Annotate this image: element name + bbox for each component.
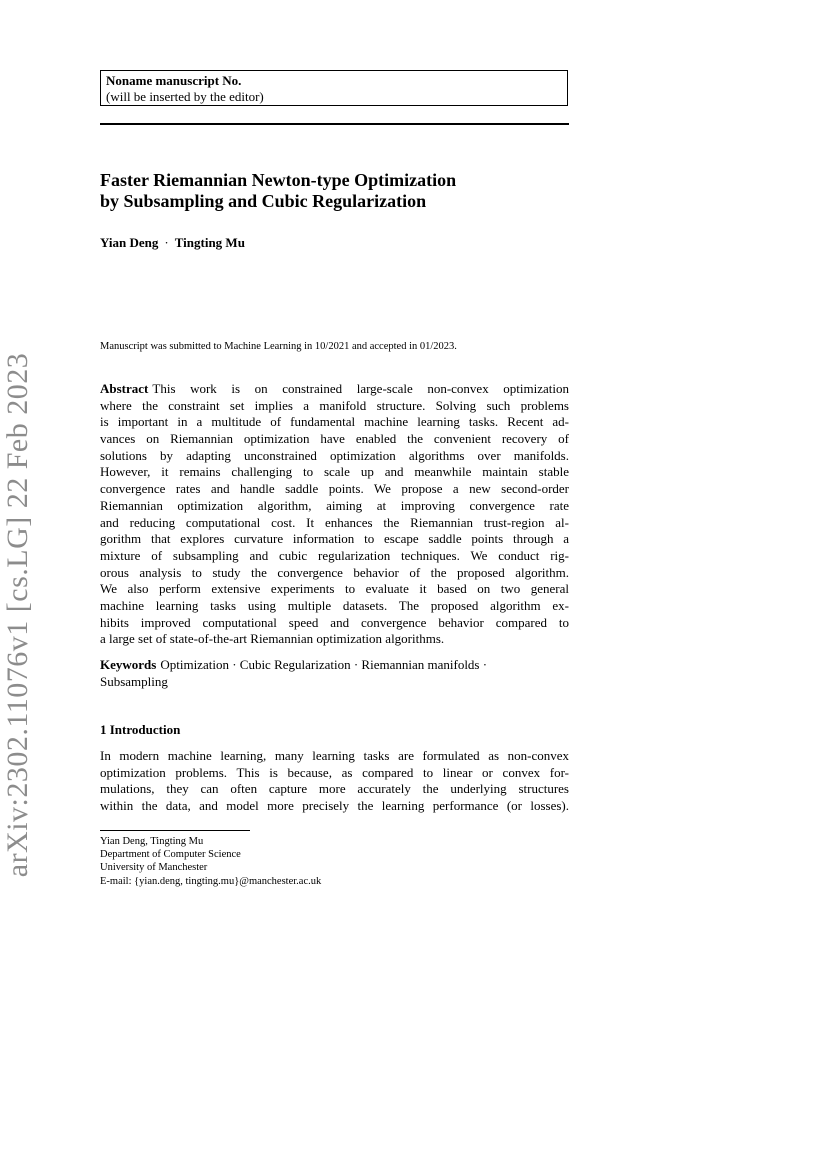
title-line-1: Faster Riemannian Newton-type Optimization <box>100 170 457 190</box>
intro-line: In modern machine learning, many learning tasks are formulated as non-convex <box>100 748 569 763</box>
submission-note: Manuscript was submitted to Machine Learning in 10/2021 and accepted in 01/2023. <box>100 341 457 352</box>
footnote-names: Yian Deng, Tingting Mu <box>100 836 204 847</box>
arxiv-identifier-text: arXiv:2302.11076v1 [cs.LG] 22 Feb 2023 <box>1 352 34 878</box>
keywords <box>100 657 569 690</box>
abstract-line: Riemannian optimization algorithm, aiming at improving convergence rate <box>100 497 569 513</box>
author-list <box>100 235 245 251</box>
abstract-line: is important in a multitude of fundamental machine learning tasks. Recent ad- <box>100 414 569 430</box>
abstract-line: and reducing computational cost. It enhances the Riemannian trust-region al- <box>100 514 569 530</box>
keywords-label: Keywords <box>100 657 157 672</box>
manuscript-number-label: Noname manuscript No. <box>106 73 242 88</box>
author-name: Yian Deng <box>100 235 159 250</box>
section-heading-introduction: 1 Introduction <box>100 722 181 737</box>
footnote-email: E-mail: {yian.deng, tingting.mu}@manchester.ac.uk <box>100 875 322 887</box>
keywords-line: Subsampling <box>100 673 168 689</box>
footnote-rule <box>100 830 250 831</box>
abstract-line: However, it remains challenging to scale up and meanwhile maintain stable <box>100 464 569 480</box>
intro-line: optimization problems. This is because, as compared to linear or convex for- <box>100 764 569 780</box>
keywords-line: Keywords Optimization · Cubic Regularization · Riemannian manifolds · <box>100 657 488 672</box>
abstract-line: vances on Riemannian optimization have enabled the convenient recovery of <box>100 431 569 447</box>
introduction-text <box>100 748 569 815</box>
editor-note: (will be inserted by the editor) <box>106 89 264 104</box>
abstract-line: We also perform extensive experiments to evaluate it based on two general <box>100 581 569 597</box>
author-affiliation-footnote <box>100 835 321 888</box>
title-line-2: by Subsampling and Cubic Regularization <box>100 191 427 211</box>
footnote-university: University of Manchester <box>100 862 208 874</box>
abstract <box>100 381 569 648</box>
intro-line: mulations, they can often capture more accurately the underlying structures <box>100 781 569 797</box>
abstract-line: solutions by adapting unconstrained optimization algorithms over manifolds. <box>100 447 569 463</box>
abstract-line: hibits improved computational speed and convergence behavior compared to <box>100 614 569 630</box>
header-rule <box>100 123 569 125</box>
author-name: Tingting Mu <box>174 235 245 250</box>
abstract-line: mixture of subsampling and cubic regularization techniques. We conduct rig- <box>100 547 569 563</box>
paper-title <box>100 170 570 212</box>
arxiv-identifier <box>0 0 36 878</box>
footnote-department: Department of Computer Science <box>100 849 241 861</box>
author-separator: · <box>164 235 169 250</box>
abstract-line: gorithm that explores curvature information to escape saddle points through a <box>100 531 569 547</box>
abstract-line: where the constraint set implies a manifold structure. Solving such problems <box>100 397 569 413</box>
abstract-line: convergence rates and handle saddle points. We propose a new second-order <box>100 481 569 497</box>
abstract-line: machine learning tasks using multiple datasets. The proposed algorithm ex- <box>100 597 569 613</box>
abstract-line: Abstract This work is on constrained large-scale non-convex optimization <box>100 381 569 396</box>
manuscript-number-box <box>100 70 568 106</box>
abstract-label: Abstract <box>100 381 149 396</box>
abstract-line: a large set of state-of-the-art Riemannian optimization algorithms. <box>100 631 445 647</box>
intro-line: within the data, and model more precisely the learning performance (or losses). <box>100 798 569 814</box>
abstract-line: orous analysis to study the convergence behavior of the proposed algorithm. <box>100 564 569 580</box>
